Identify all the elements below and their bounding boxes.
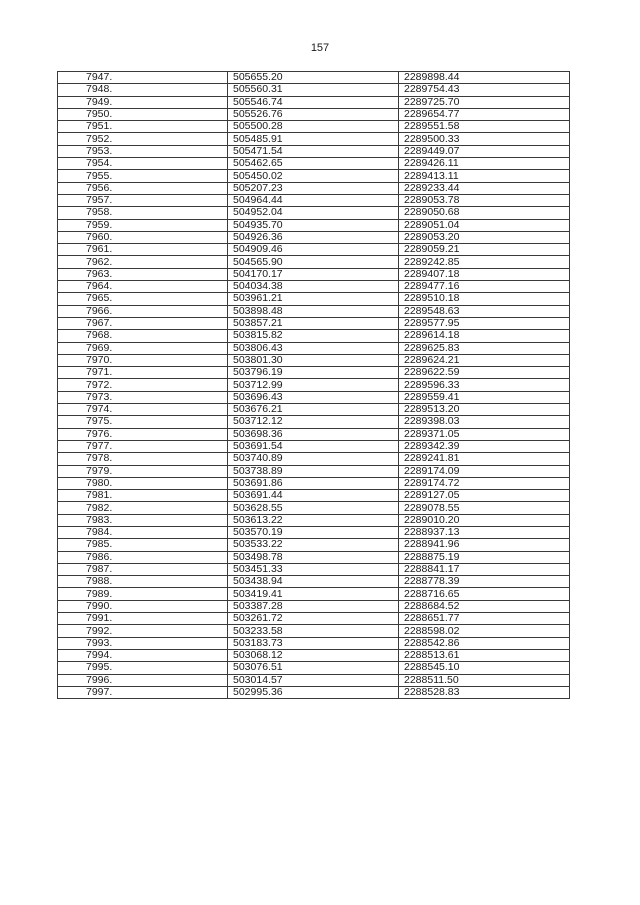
- point-number-cell: 7965.: [58, 293, 228, 305]
- table-row: [58, 576, 570, 588]
- point-number-cell: 7971.: [58, 367, 228, 379]
- x-coordinate-cell: 504565.90: [228, 256, 399, 268]
- y-coordinate-cell: 2289174.09: [399, 465, 570, 477]
- x-coordinate-cell: 504952.04: [228, 207, 399, 219]
- y-coordinate-cell: 2288716.65: [399, 588, 570, 600]
- y-coordinate-cell: 2288542.86: [399, 637, 570, 649]
- point-number-cell: 7995.: [58, 662, 228, 674]
- y-coordinate-cell: 2289551.58: [399, 121, 570, 133]
- y-coordinate-cell: 2289559.41: [399, 391, 570, 403]
- table-row: [58, 268, 570, 280]
- table-row: [58, 563, 570, 575]
- table-row: [58, 231, 570, 243]
- x-coordinate-cell: 503613.22: [228, 514, 399, 526]
- x-coordinate-cell: 503691.86: [228, 477, 399, 489]
- y-coordinate-cell: 2289577.95: [399, 317, 570, 329]
- y-coordinate-cell: 2289510.18: [399, 293, 570, 305]
- x-coordinate-cell: 503451.33: [228, 563, 399, 575]
- x-coordinate-cell: 503676.21: [228, 404, 399, 416]
- x-coordinate-cell: 503806.43: [228, 342, 399, 354]
- x-coordinate-cell: 505546.74: [228, 96, 399, 108]
- y-coordinate-cell: 2289449.07: [399, 145, 570, 157]
- point-number-cell: 7953.: [58, 145, 228, 157]
- point-number-cell: 7996.: [58, 674, 228, 686]
- x-coordinate-cell: 503014.57: [228, 674, 399, 686]
- table-row: [58, 404, 570, 416]
- y-coordinate-cell: 2289477.16: [399, 281, 570, 293]
- table-row: [58, 551, 570, 563]
- y-coordinate-cell: 2289754.43: [399, 84, 570, 96]
- table-row: [58, 514, 570, 526]
- table-row: [58, 649, 570, 661]
- point-number-cell: 7959.: [58, 219, 228, 231]
- x-coordinate-cell: 503801.30: [228, 354, 399, 366]
- table-row: [58, 108, 570, 120]
- table-row: [58, 440, 570, 452]
- x-coordinate-cell: 505560.31: [228, 84, 399, 96]
- table-row: [58, 379, 570, 391]
- table-row: [58, 674, 570, 686]
- point-number-cell: 7975.: [58, 416, 228, 428]
- point-number-cell: 7947.: [58, 72, 228, 84]
- table-row: [58, 207, 570, 219]
- point-number-cell: 7987.: [58, 563, 228, 575]
- y-coordinate-cell: 2289233.44: [399, 182, 570, 194]
- y-coordinate-cell: 2288511.50: [399, 674, 570, 686]
- point-number-cell: 7952.: [58, 133, 228, 145]
- x-coordinate-cell: 503691.44: [228, 490, 399, 502]
- point-number-cell: 7968.: [58, 330, 228, 342]
- table-row: [58, 84, 570, 96]
- point-number-cell: 7955.: [58, 170, 228, 182]
- x-coordinate-cell: 505450.02: [228, 170, 399, 182]
- point-number-cell: 7993.: [58, 637, 228, 649]
- table-row: [58, 170, 570, 182]
- table-row: [58, 637, 570, 649]
- point-number-cell: 7981.: [58, 490, 228, 502]
- y-coordinate-cell: 2288875.19: [399, 551, 570, 563]
- point-number-cell: 7967.: [58, 317, 228, 329]
- x-coordinate-cell: 503387.28: [228, 600, 399, 612]
- table-row: [58, 428, 570, 440]
- x-coordinate-cell: 503712.99: [228, 379, 399, 391]
- x-coordinate-cell: 505471.54: [228, 145, 399, 157]
- x-coordinate-cell: 503419.41: [228, 588, 399, 600]
- table-row: [58, 416, 570, 428]
- x-coordinate-cell: 503183.73: [228, 637, 399, 649]
- point-number-cell: 7983.: [58, 514, 228, 526]
- point-number-cell: 7962.: [58, 256, 228, 268]
- table-row: [58, 133, 570, 145]
- x-coordinate-cell: 503738.89: [228, 465, 399, 477]
- y-coordinate-cell: 2289548.63: [399, 305, 570, 317]
- point-number-cell: 7949.: [58, 96, 228, 108]
- point-number-cell: 7979.: [58, 465, 228, 477]
- x-coordinate-cell: 504935.70: [228, 219, 399, 231]
- table-row: [58, 600, 570, 612]
- coordinates-table: [57, 71, 570, 699]
- y-coordinate-cell: 2288937.13: [399, 526, 570, 538]
- point-number-cell: 7978.: [58, 453, 228, 465]
- x-coordinate-cell: 503815.82: [228, 330, 399, 342]
- point-number-cell: 7966.: [58, 305, 228, 317]
- y-coordinate-cell: 2289241.81: [399, 453, 570, 465]
- y-coordinate-cell: 2289242.85: [399, 256, 570, 268]
- y-coordinate-cell: 2289059.21: [399, 244, 570, 256]
- y-coordinate-cell: 2289625.83: [399, 342, 570, 354]
- x-coordinate-cell: 504964.44: [228, 194, 399, 206]
- point-number-cell: 7992.: [58, 625, 228, 637]
- table-row: [58, 613, 570, 625]
- x-coordinate-cell: 503076.51: [228, 662, 399, 674]
- x-coordinate-cell: 503628.55: [228, 502, 399, 514]
- x-coordinate-cell: 503533.22: [228, 539, 399, 551]
- y-coordinate-cell: 2289010.20: [399, 514, 570, 526]
- x-coordinate-cell: 503691.54: [228, 440, 399, 452]
- x-coordinate-cell: 503796.19: [228, 367, 399, 379]
- y-coordinate-cell: 2289053.20: [399, 231, 570, 243]
- x-coordinate-cell: 503857.21: [228, 317, 399, 329]
- table-row: [58, 256, 570, 268]
- table-row: [58, 158, 570, 170]
- point-number-cell: 7954.: [58, 158, 228, 170]
- point-number-cell: 7969.: [58, 342, 228, 354]
- point-number-cell: 7991.: [58, 613, 228, 625]
- x-coordinate-cell: 503438.94: [228, 576, 399, 588]
- y-coordinate-cell: 2289624.21: [399, 354, 570, 366]
- table-row: [58, 121, 570, 133]
- x-coordinate-cell: 503712.12: [228, 416, 399, 428]
- table-row: [58, 330, 570, 342]
- table-row: [58, 490, 570, 502]
- point-number-cell: 7950.: [58, 108, 228, 120]
- coordinates-table-body: [58, 72, 570, 699]
- y-coordinate-cell: 2289407.18: [399, 268, 570, 280]
- x-coordinate-cell: 504926.36: [228, 231, 399, 243]
- table-row: [58, 293, 570, 305]
- y-coordinate-cell: 2289174.72: [399, 477, 570, 489]
- point-number-cell: 7982.: [58, 502, 228, 514]
- y-coordinate-cell: 2289053.78: [399, 194, 570, 206]
- y-coordinate-cell: 2289371.05: [399, 428, 570, 440]
- table-row: [58, 305, 570, 317]
- y-coordinate-cell: 2288545.10: [399, 662, 570, 674]
- y-coordinate-cell: 2288941.96: [399, 539, 570, 551]
- x-coordinate-cell: 505462.65: [228, 158, 399, 170]
- x-coordinate-cell: 503570.19: [228, 526, 399, 538]
- table-row: [58, 686, 570, 698]
- x-coordinate-cell: 505485.91: [228, 133, 399, 145]
- table-row: [58, 72, 570, 84]
- y-coordinate-cell: 2289398.03: [399, 416, 570, 428]
- point-number-cell: 7989.: [58, 588, 228, 600]
- table-row: [58, 502, 570, 514]
- y-coordinate-cell: 2289051.04: [399, 219, 570, 231]
- x-coordinate-cell: 504909.46: [228, 244, 399, 256]
- table-row: [58, 145, 570, 157]
- x-coordinate-cell: 505207.23: [228, 182, 399, 194]
- x-coordinate-cell: 505500.28: [228, 121, 399, 133]
- point-number-cell: 7951.: [58, 121, 228, 133]
- table-row: [58, 342, 570, 354]
- point-number-cell: 7980.: [58, 477, 228, 489]
- point-number-cell: 7986.: [58, 551, 228, 563]
- x-coordinate-cell: 503961.21: [228, 293, 399, 305]
- y-coordinate-cell: 2289500.33: [399, 133, 570, 145]
- table-row: [58, 391, 570, 403]
- x-coordinate-cell: 503696.43: [228, 391, 399, 403]
- x-coordinate-cell: 503898.48: [228, 305, 399, 317]
- table-row: [58, 453, 570, 465]
- point-number-cell: 7970.: [58, 354, 228, 366]
- table-row: [58, 477, 570, 489]
- y-coordinate-cell: 2289898.44: [399, 72, 570, 84]
- y-coordinate-cell: 2289622.59: [399, 367, 570, 379]
- table-row: [58, 367, 570, 379]
- page-number: 157: [310, 42, 330, 54]
- point-number-cell: 7958.: [58, 207, 228, 219]
- y-coordinate-cell: 2289078.55: [399, 502, 570, 514]
- x-coordinate-cell: 504170.17: [228, 268, 399, 280]
- y-coordinate-cell: 2289413.11: [399, 170, 570, 182]
- table-row: [58, 281, 570, 293]
- table-row: [58, 662, 570, 674]
- y-coordinate-cell: 2289342.39: [399, 440, 570, 452]
- x-coordinate-cell: 503498.78: [228, 551, 399, 563]
- y-coordinate-cell: 2288651.77: [399, 613, 570, 625]
- x-coordinate-cell: 504034.38: [228, 281, 399, 293]
- x-coordinate-cell: 503698.36: [228, 428, 399, 440]
- table-row: [58, 588, 570, 600]
- table-row: [58, 465, 570, 477]
- table-row: [58, 625, 570, 637]
- point-number-cell: 7973.: [58, 391, 228, 403]
- point-number-cell: 7972.: [58, 379, 228, 391]
- x-coordinate-cell: 503740.89: [228, 453, 399, 465]
- table-row: [58, 182, 570, 194]
- point-number-cell: 7948.: [58, 84, 228, 96]
- y-coordinate-cell: 2289614.18: [399, 330, 570, 342]
- point-number-cell: 7964.: [58, 281, 228, 293]
- table-row: [58, 354, 570, 366]
- y-coordinate-cell: 2289654.77: [399, 108, 570, 120]
- point-number-cell: 7957.: [58, 194, 228, 206]
- y-coordinate-cell: 2289513.20: [399, 404, 570, 416]
- point-number-cell: 7977.: [58, 440, 228, 452]
- table-row: [58, 96, 570, 108]
- y-coordinate-cell: 2288841.17: [399, 563, 570, 575]
- table-row: [58, 539, 570, 551]
- table-row: [58, 219, 570, 231]
- y-coordinate-cell: 2288513.61: [399, 649, 570, 661]
- y-coordinate-cell: 2288528.83: [399, 686, 570, 698]
- x-coordinate-cell: 503068.12: [228, 649, 399, 661]
- y-coordinate-cell: 2288598.02: [399, 625, 570, 637]
- point-number-cell: 7994.: [58, 649, 228, 661]
- y-coordinate-cell: 2289426.11: [399, 158, 570, 170]
- table-row: [58, 244, 570, 256]
- point-number-cell: 7956.: [58, 182, 228, 194]
- point-number-cell: 7985.: [58, 539, 228, 551]
- y-coordinate-cell: 2289725.70: [399, 96, 570, 108]
- table-row: [58, 526, 570, 538]
- table-row: [58, 194, 570, 206]
- point-number-cell: 7997.: [58, 686, 228, 698]
- point-number-cell: 7988.: [58, 576, 228, 588]
- point-number-cell: 7974.: [58, 404, 228, 416]
- point-number-cell: 7963.: [58, 268, 228, 280]
- x-coordinate-cell: 502995.36: [228, 686, 399, 698]
- table-row: [58, 317, 570, 329]
- point-number-cell: 7976.: [58, 428, 228, 440]
- point-number-cell: 7984.: [58, 526, 228, 538]
- x-coordinate-cell: 503233.58: [228, 625, 399, 637]
- y-coordinate-cell: 2288684.52: [399, 600, 570, 612]
- y-coordinate-cell: 2289127.05: [399, 490, 570, 502]
- point-number-cell: 7960.: [58, 231, 228, 243]
- y-coordinate-cell: 2289596.33: [399, 379, 570, 391]
- point-number-cell: 7990.: [58, 600, 228, 612]
- y-coordinate-cell: 2288778.39: [399, 576, 570, 588]
- x-coordinate-cell: 505655.20: [228, 72, 399, 84]
- point-number-cell: 7961.: [58, 244, 228, 256]
- y-coordinate-cell: 2289050.68: [399, 207, 570, 219]
- x-coordinate-cell: 505526.76: [228, 108, 399, 120]
- x-coordinate-cell: 503261.72: [228, 613, 399, 625]
